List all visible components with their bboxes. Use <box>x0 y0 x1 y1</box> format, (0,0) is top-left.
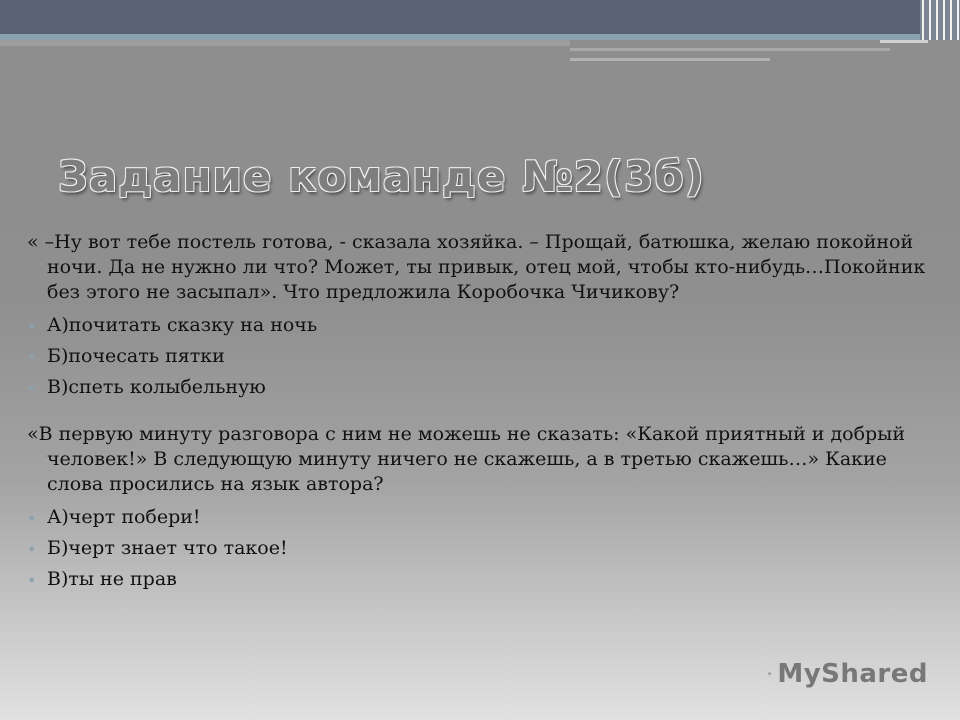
option-label: А)почитать сказку на ночь <box>47 314 318 336</box>
question-2-option-a <box>27 505 947 530</box>
decor-stripe <box>0 40 570 46</box>
bullet-icon: • <box>27 317 37 336</box>
question-1-option-b <box>27 344 947 369</box>
header-band <box>0 0 960 34</box>
question-2-option-c <box>27 567 947 592</box>
question-1-option-c <box>27 375 947 400</box>
slide-content <box>27 230 947 598</box>
bullet-icon: • <box>27 540 37 559</box>
header-vertical-lines <box>920 0 960 40</box>
bullet-icon: • <box>27 509 37 528</box>
option-label: Б)почесать пятки <box>47 345 225 367</box>
question-2-option-b <box>27 536 947 561</box>
option-label: А)черт побери! <box>47 506 201 528</box>
projector-screen-icon <box>768 658 771 690</box>
watermark-logo <box>768 656 928 692</box>
bullet-icon: • <box>27 571 37 590</box>
question-2-text: «В первую минуту разговора с ним не можешь не сказать: «Какой приятный и добрый человек!» В следующую минуту ничего не скажешь, а в третью скажешь…» Какие слова просились на язык автора? <box>27 423 905 495</box>
watermark-text: MyShared <box>777 659 928 689</box>
option-label: В)ты не прав <box>47 568 177 590</box>
bullet-icon: • <box>27 379 37 398</box>
bullet-icon: • <box>27 348 37 367</box>
decor-stripe <box>880 40 928 43</box>
question-1-text: « –Ну вот тебе постель готова, - сказала хозяйка. – Прощай, батюшка, желаю покойной ночи. Да не нужно ли что? Может, ты привык, отец мой, чтобы кто-нибудь…Покойник без этого не засыпал». Что предложила Коробочка Чичикову? <box>27 231 926 303</box>
question-1-option-a <box>27 313 947 338</box>
option-label: Б)черт знает что такое! <box>47 537 288 559</box>
slide-title: Задание команде №2(3б) <box>58 152 705 201</box>
option-label: В)спеть колыбельную <box>47 376 266 398</box>
decor-stripe <box>570 58 770 61</box>
decor-stripe <box>570 48 890 51</box>
